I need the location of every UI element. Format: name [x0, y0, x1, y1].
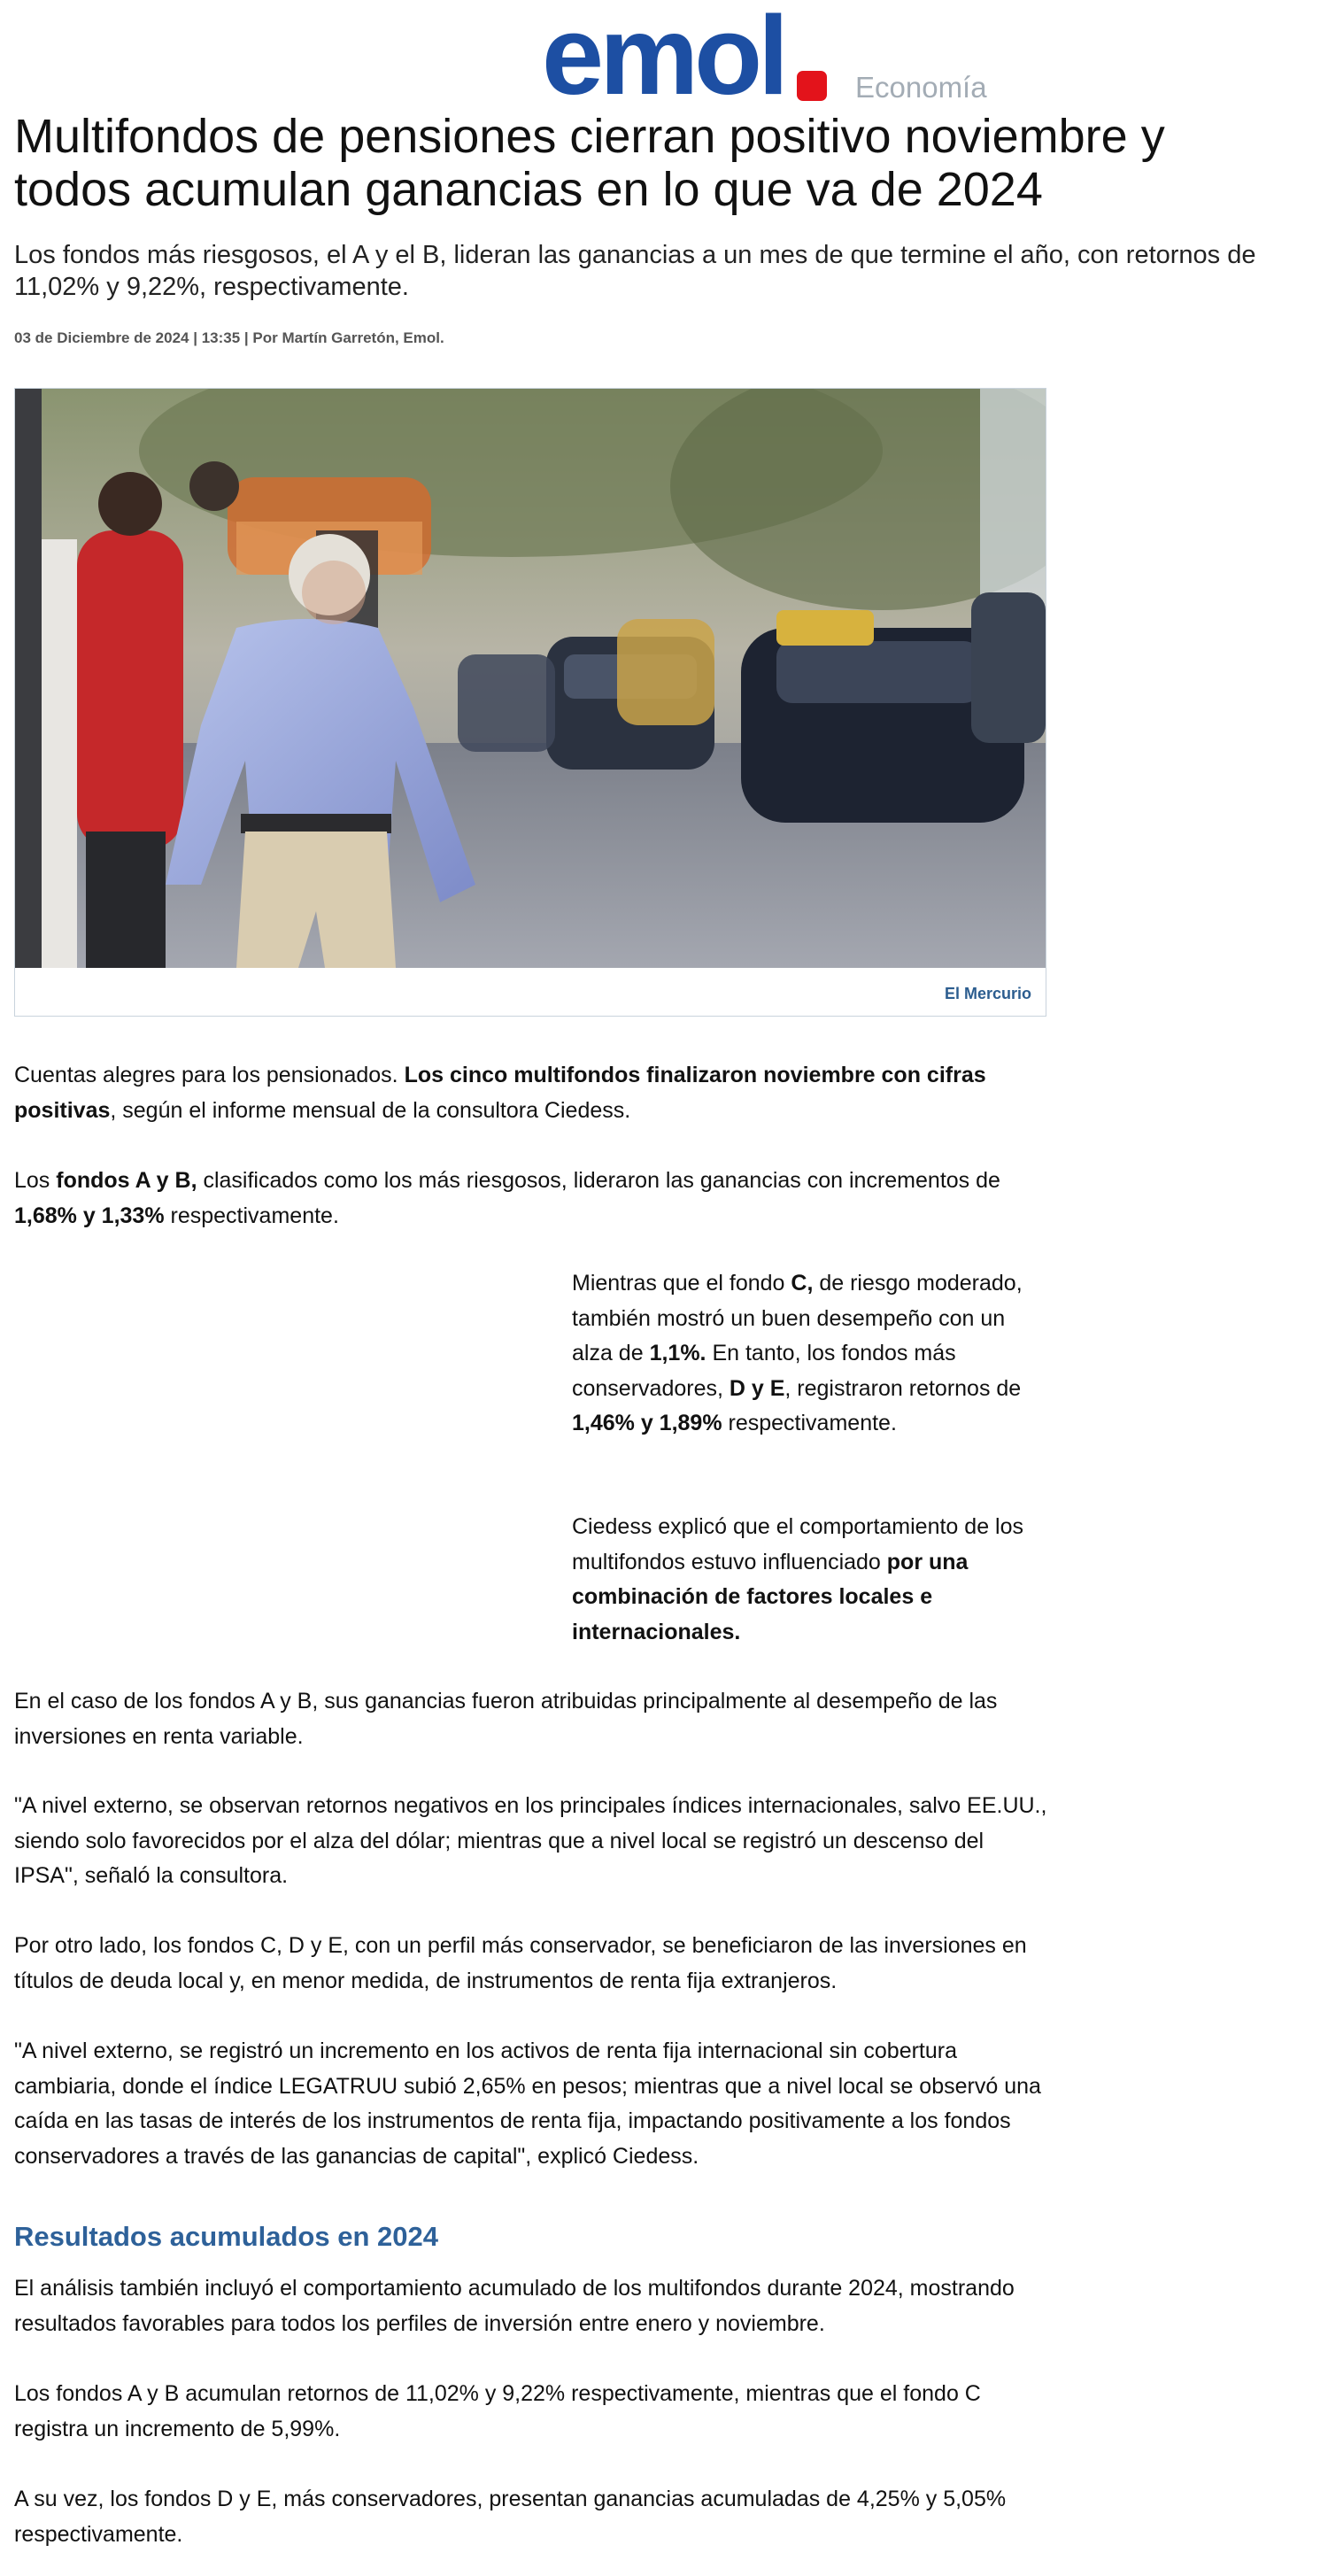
p3-bold-c: D y E [729, 1375, 785, 1401]
p3-bold-d: 1,46% y 1,89% [572, 1411, 722, 1435]
article-title: Multifondos de pensiones cierran positivo noviembre y todos acumulan ganancias en lo que va de 2024 [14, 110, 1165, 216]
paragraph-3 [572, 1266, 1050, 1442]
p3-text-b: de riesgo moderado, también mostró un buen desempeño con un alza de [572, 1271, 1023, 1365]
paragraph-1 [14, 1058, 1050, 1128]
p2-bold-b: 1,68% y 1,33% [14, 1203, 165, 1228]
paragraph-4 [572, 1510, 1050, 1650]
article-photo-figure [14, 388, 1046, 1017]
article-lead: Los fondos más riesgosos, el A y el B, lideran las ganancias a un mes de que termine el año, con retornos de 11,02% y 9,22%, respectivamente. [14, 241, 1256, 301]
p3-text-d: , registraron retornos de [784, 1375, 1022, 1401]
p3-bold-a: C, [791, 1271, 814, 1296]
paragraph-9: El análisis también incluyó el comportamiento acumulado de los multifondos durante 2024, mostrando resultados favorables para todos los perfiles de inversión entre enero y noviembre. [14, 2276, 1015, 2336]
section-subheading: Resultados acumulados en 2024 [14, 2221, 438, 2252]
logo-wordmark: emol [542, 0, 785, 118]
p1-text-a: Cuentas alegres para los pensionados. [14, 1063, 405, 1087]
logo-red-dot [797, 71, 827, 101]
p2-bold-a: fondos A y B, [56, 1168, 197, 1193]
article-byline: 03 de Diciembre de 2024 | 13:35 | Por Martín Garretón, Emol. [14, 329, 444, 346]
p3-text-e: respectivamente. [722, 1411, 897, 1435]
emol-logo[interactable] [542, 0, 785, 118]
p1-text-b: , según el informe mensual de la consultora Ciedess. [110, 1097, 631, 1123]
paragraph-7: Por otro lado, los fondos C, D y E, con un perfil más conservador, se beneficiaron de las inversiones en títulos de deuda local y, en menor medida, de instrumentos de renta fija extranjeros. [14, 1933, 1027, 1993]
p3-text-c: En tanto, los fondos más conservadores, [572, 1341, 956, 1401]
paragraph-10: Los fondos A y B acumulan retornos de 11,02% y 9,22% respectivamente, mientras que el fondo C registra un incremento de 5,99%. [14, 2381, 981, 2441]
p4-text: Ciedess explicó que el comportamiento de los multifondos estuvo influenciado [572, 1514, 1023, 1574]
paragraph-8: "A nivel externo, se registró un incremento en los activos de renta fija internacional sin cobertura cambiaria, donde el índice LEGATRUU subió 2,65% en pesos; mientras que a nivel local se observó una caída en las tasas de interés de los instrumentos de renta fija, impactando positivamente a los fondos conservadores a través de las ganancias de capital", explicó Ciedess. [14, 2038, 1041, 2169]
p2-text-b: clasificados como los más riesgosos, lideraron las ganancias con incrementos de [197, 1168, 1000, 1193]
section-link-economia[interactable]: Economía [855, 71, 987, 104]
photo-credit: El Mercurio [944, 985, 1031, 1002]
article-photo[interactable] [15, 389, 1046, 968]
p2-text-a: Los [14, 1168, 57, 1193]
paragraph-5: En el caso de los fondos A y B, sus ganancias fueron atribuidas principalmente al desempeño de las inversiones en renta variable. [14, 1689, 998, 1749]
paragraph-2 [14, 1164, 1050, 1234]
p3-text-a: Mientras que el fondo [572, 1271, 791, 1296]
masthead [0, 0, 1328, 118]
p1-bold: Los cinco multifondos finalizaron noviembre con cifras positivas [14, 1063, 986, 1123]
paragraph-11: A su vez, los fondos D y E, más conservadores, presentan ganancias acumuladas de 4,25% y 5,05% respectivamente. [14, 2487, 1007, 2547]
p3-bold-b: 1,1%. [649, 1341, 706, 1365]
p4-bold: por una combinación de factores locales e internacionales. [572, 1549, 969, 1644]
p2-text-c: respectivamente. [164, 1203, 339, 1228]
paragraph-6: "A nivel externo, se observan retornos negativos en los principales índices internacionales, salvo EE.UU., siendo solo favorecidos por el alza del dólar; mientras que a nivel local se registró un descenso del IPSA", señaló la consultora. [14, 1793, 1047, 1888]
